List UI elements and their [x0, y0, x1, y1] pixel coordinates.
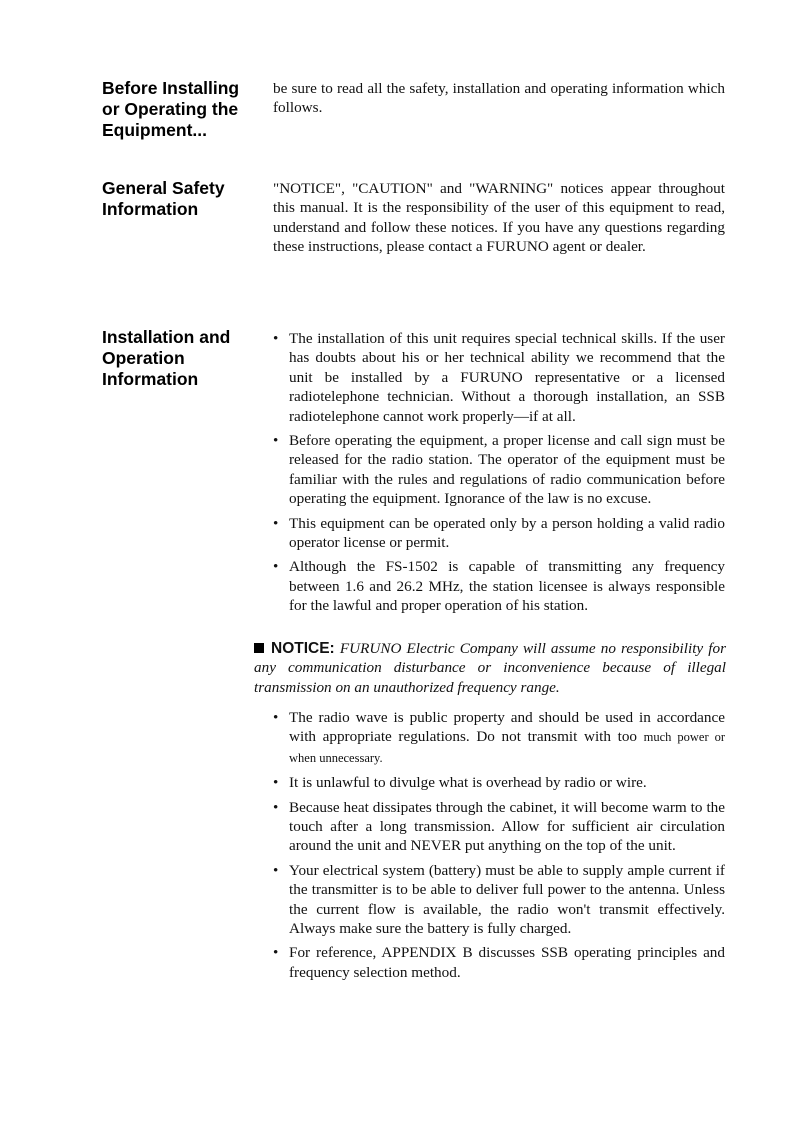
heading-installation-operation: Installation and Operation Information [102, 327, 231, 389]
list-item: • It is unlawful to divulge what is overhead by radio or wire. [273, 773, 725, 792]
notice-label: NOTICE: [271, 640, 335, 657]
list-item: • Although the FS-1502 is capable of transmitting any frequency between 1.6 and 26.2 MHz, the station licensee is always responsible for the lawful and proper operation of his station. [273, 557, 725, 615]
list-item: • Your electrical system (battery) must be able to supply ample current if the transmitter is to be able to deliver full power to the antenna. Unless the current flow is available, the radio won't transmit effectively. Always make sure the battery is fully charged. [273, 861, 725, 939]
list-item: • This equipment can be operated only by a person holding a valid radio operator license or permit. [273, 514, 725, 553]
list-item: • For reference, APPENDIX B discusses SSB operating principles and frequency selection method. [273, 943, 725, 982]
heading-before-installing: Before Installing or Operating the Equipment... [102, 78, 240, 140]
list-item: • Before operating the equipment, a proper license and call sign must be released for the radio station. The operator of the equipment must be familiar with the rules and regulations of radio communication before operating the equipment. Ignorance of the law is no excuse. [273, 431, 725, 509]
list-item [273, 708, 725, 768]
operation-bullet-list [273, 708, 725, 987]
list-item: • Because heat dissipates through the cabinet, it will become warm to the touch after a long transmission. Allow for sufficient air circulation around the unit and NEVER put anything on the top of the unit. [273, 798, 725, 856]
heading-general-safety: General Safety Information [102, 178, 225, 219]
list-item-small-text: much power or when unnecessary. [289, 730, 725, 765]
square-bullet-icon [254, 643, 264, 653]
installation-bullet-list [273, 329, 725, 621]
general-safety-text: "NOTICE", "CAUTION" and "WARNING" notices appear throughout this manual. It is the responsibility of the user of this equipment to read, understand and follow these notices. If you have any questions regarding these instructions, please contact a FURUNO agent or dealer. [273, 180, 725, 256]
list-item: • The installation of this unit requires special technical skills. If the user has doubts about his or her technical ability we recommend that the unit be installed by a FURUNO representative or a licensed radiotelephone technician. Without a thorough installation, an SSB radiotelephone cannot work properly—if at all. [273, 329, 725, 426]
notice-block [254, 639, 726, 697]
before-installing-text: be sure to read all the safety, installation and operating information which follows. [273, 80, 725, 117]
list-item-text: The radio wave is public property and should be used in accordance with appropriate regulations. Do not transmit with too [289, 709, 725, 746]
notice-text: FURUNO Electric Company will assume no responsibility for any communication disturbance or inconvenience because of illegal transmission on an unauthorized frequency range. [254, 640, 726, 696]
